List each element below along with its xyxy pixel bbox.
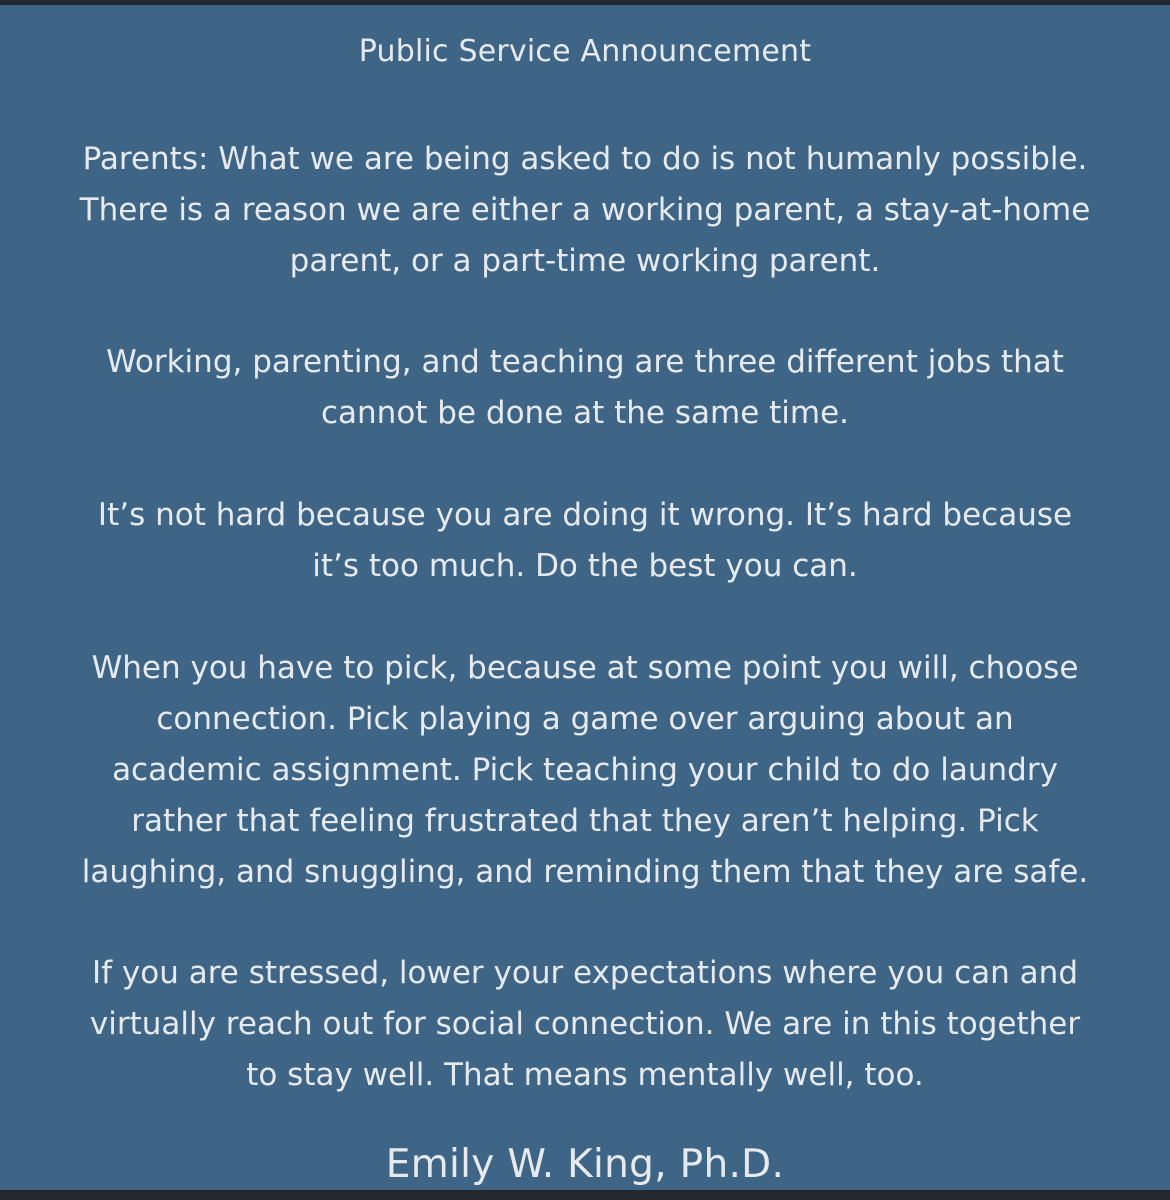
paragraph-line: connection. Pick playing a game over arguing about an xyxy=(156,701,1014,737)
paragraph-line: it’s too much. Do the best you can. xyxy=(312,548,858,584)
paragraph-parents xyxy=(0,134,1170,287)
paragraph-line: Working, parenting, and teaching are three different jobs that xyxy=(106,344,1064,380)
paragraph-line: Parents: What we are being asked to do is not humanly possible. xyxy=(82,141,1088,177)
paragraph-three-jobs xyxy=(0,337,1170,439)
paragraph-line: There is a reason we are either a working parent, a stay-at-home xyxy=(79,192,1091,228)
paragraph-choose-connection xyxy=(0,643,1170,898)
paragraph-line: parent, or a part-time working parent. xyxy=(289,243,881,279)
paragraph-line: If you are stressed, lower your expectations where you can and xyxy=(91,955,1079,991)
paragraph-line: academic assignment. Pick teaching your child to do laundry xyxy=(112,752,1058,788)
announcement-panel xyxy=(0,10,1170,1195)
paragraph-line: When you have to pick, because at some point you will, choose xyxy=(91,650,1079,686)
paragraph-line: laughing, and snuggling, and reminding them that they are safe. xyxy=(81,854,1089,890)
paragraph-line: virtually reach out for social connection. We are in this together xyxy=(89,1006,1081,1042)
announcement-title: Public Service Announcement xyxy=(358,34,812,69)
paragraph-line: rather that feeling frustrated that they aren’t helping. Pick xyxy=(131,803,1039,839)
paragraph-stressed xyxy=(0,948,1170,1101)
paragraph-line: to stay well. That means mentally well, too. xyxy=(246,1057,924,1093)
paragraph-not-hard xyxy=(0,490,1170,592)
paragraph-line: cannot be done at the same time. xyxy=(320,395,850,431)
author-signature: Emily W. King, Ph.D. xyxy=(385,1142,785,1187)
paragraph-line: It’s not hard because you are doing it wrong. It’s hard because xyxy=(97,497,1073,533)
